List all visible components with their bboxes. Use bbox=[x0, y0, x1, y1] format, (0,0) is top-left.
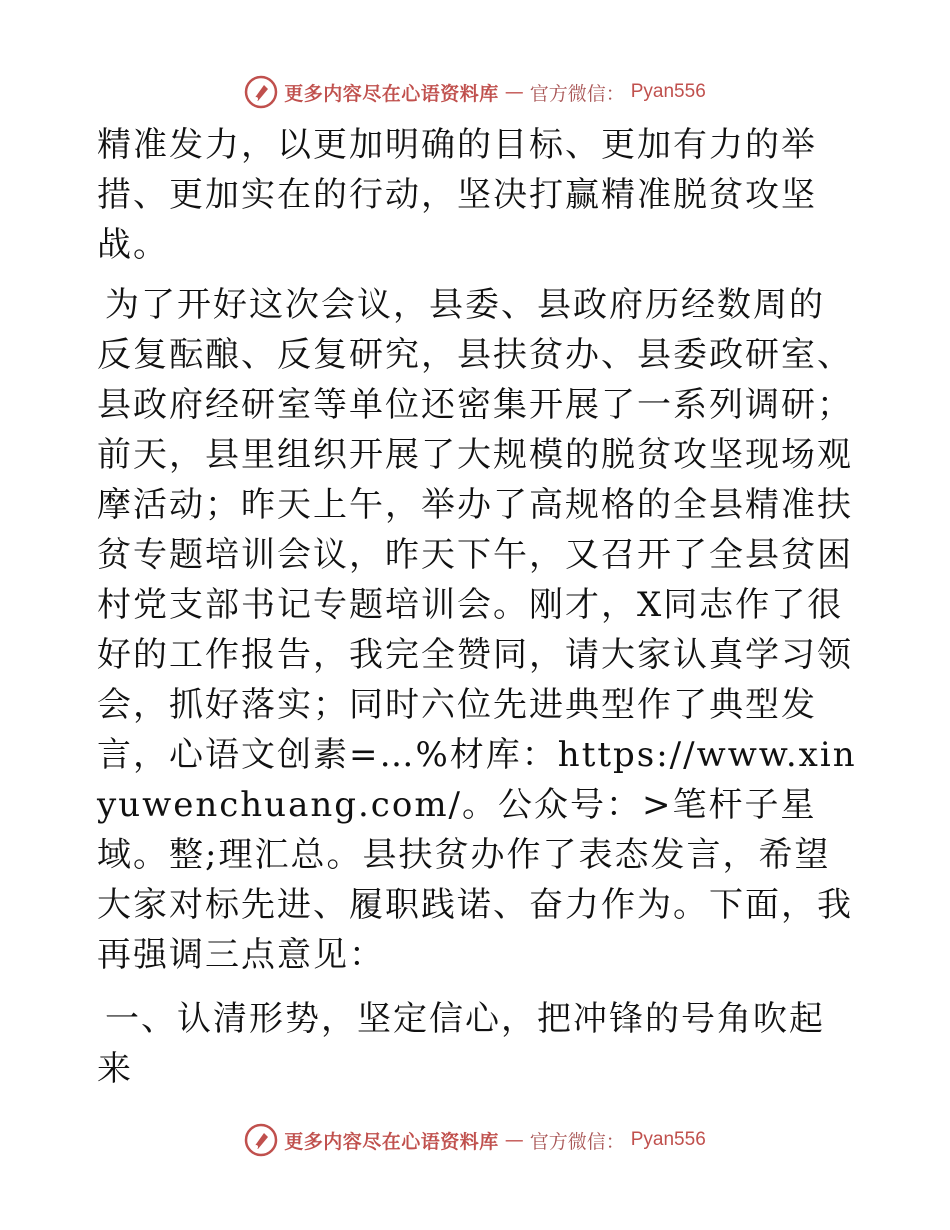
paragraph-2: 为了开好这次会议，县委、县政府历经数周的反复酝酿、反复研究，县扶贫办、县委政研室、县政府经研室等单位还密集开展了一系列调研；前天，县里组织开展了大规模的脱贫攻坚现场观摩活动；昨天上午，举办了高规格的全县精准扶贫专题培训会议，昨天下午，又召开了全县贫困村党支部书记专题培训会。刚才，X同志作了很好的工作报告，我完全赞同，请大家认真学习领会，抓好落实；同时六位先进典型作了典型发言，心语文创素=…%材库：https://www.xinyuwenchuang.com/。公众号：>笔杆子星域。整;理汇总。县扶贫办作了表态发言，希望大家对标先进、履职践诺、奋力作为。下面，我再强调三点意见： bbox=[97, 285, 857, 975]
pen-nib-logo-icon bbox=[244, 75, 278, 109]
banner-wechat-label: 官方微信： bbox=[529, 1130, 625, 1153]
banner-separator: — bbox=[504, 1129, 524, 1151]
section-heading: 一、认清形势，坚定信心，把冲锋的号角吹起来 bbox=[97, 999, 825, 1089]
banner-separator: — bbox=[504, 81, 524, 103]
banner-wechat-label: 官方微信： bbox=[529, 82, 625, 105]
header-watermark-banner bbox=[0, 72, 950, 112]
banner-wechat-id: Pyan556 bbox=[630, 81, 706, 102]
banner-main-text: 更多内容尽在心语资料库 bbox=[284, 82, 499, 105]
banner-wechat-id: Pyan556 bbox=[630, 1129, 706, 1150]
pen-nib-logo-icon bbox=[244, 1123, 278, 1157]
paragraph-1: 精准发力，以更加明确的目标、更加有力的举措、更加实在的行动，坚决打赢精准脱贫攻坚战。 bbox=[97, 125, 817, 265]
footer-watermark-banner bbox=[0, 1120, 950, 1160]
banner-main-text: 更多内容尽在心语资料库 bbox=[284, 1130, 499, 1153]
document-body bbox=[97, 120, 857, 1094]
